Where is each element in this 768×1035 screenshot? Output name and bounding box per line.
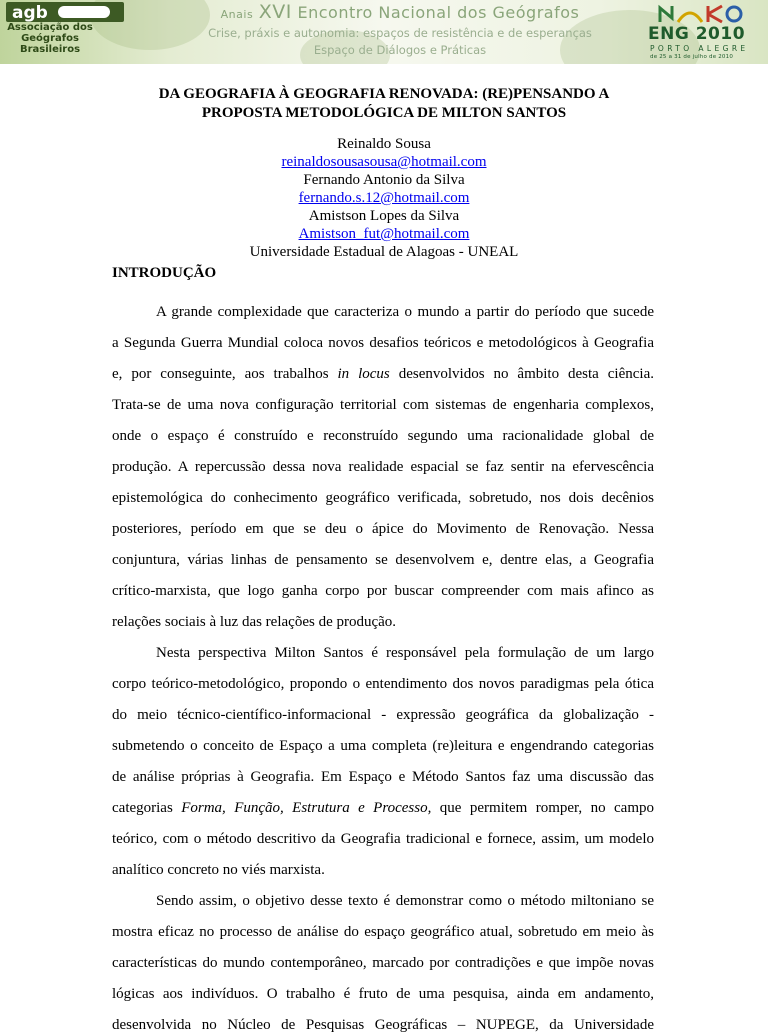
author-name-2: Fernando Antonio da Silva	[303, 172, 465, 188]
body-line: a Segunda Guerra Mundial coloca novos desafios teóricos e metodológicos à Geografia	[112, 335, 654, 351]
agb-logo-mark	[6, 2, 124, 22]
body-line: de análise próprias à Geografia. Em Espaço e Método Santos faz uma discussão das	[112, 769, 654, 785]
body-line: Nesta perspectiva Milton Santos é responsável pela formulação de um largo	[156, 645, 654, 661]
event-title: Anais XVI Encontro Nacional dos Geógrafos	[220, 1, 580, 23]
agb-logo	[0, 0, 102, 64]
section-heading: INTRODUÇÃO	[112, 265, 217, 281]
body-line: analítico concreto no viés marxista.	[112, 862, 325, 878]
body-line: Sendo assim, o objetivo desse texto é demonstrar como o método miltoniano se	[156, 893, 654, 909]
body-line: do meio técnico-científico-informacional - expressão geográfica da globalização -	[112, 707, 654, 723]
agb-logo-text: Associação dos Geógrafos Brasileiros	[7, 22, 93, 55]
eng-logo-mark	[656, 2, 746, 26]
body-line: mostra eficaz no processo de análise do espaço geográfico atual, sobretudo em meio às	[112, 924, 654, 940]
body-line: características do mundo contemporâneo, marcado por contradições e que impõe novas	[112, 955, 654, 971]
paper-title-line-1: DA GEOGRAFIA À GEOGRAFIA RENOVADA: (RE)PENSANDO A	[158, 86, 610, 102]
body-line: epistemológica do conhecimento geográfico verificada, sobretudo, nos dois decênios	[112, 490, 654, 506]
paper-title-line-2: PROPOSTA METODOLÓGICA DE MILTON SANTOS	[201, 105, 567, 121]
header-banner	[0, 0, 768, 64]
svg-text:agb: agb	[12, 3, 48, 22]
event-subtitle-2: Espaço de Diálogos e Práticas	[313, 43, 487, 57]
eng-dates: de 25 a 31 de julho de 2010	[650, 54, 734, 60]
body-line: relações sociais à luz das relações de produção.	[112, 614, 397, 630]
author-email-1[interactable]: reinaldosousasousa@hotmail.com	[281, 154, 487, 170]
author-email-3[interactable]: Amistson_fut@hotmail.com	[298, 226, 470, 242]
body-line: submetendo o conceito de Espaço a uma completa (re)leitura e engendrando categorias	[112, 738, 654, 754]
eng-logo	[642, 2, 764, 62]
event-header	[150, 2, 650, 59]
body-line: corpo teórico-metodológico, propondo o entendimento dos novos paradigmas pela ótica	[112, 676, 654, 692]
body-line: A grande complexidade que caracteriza o mundo a partir do período que sucede	[156, 304, 654, 320]
body-line: lógicas aos indivíduos. O trabalho é fruto de uma pesquisa, ainda em andamento,	[112, 986, 654, 1002]
author-name-1: Reinaldo Sousa	[337, 136, 431, 152]
body-line: Trata-se de uma nova configuração territorial com sistemas de engenharia complexos,	[112, 397, 654, 413]
body-line: posteriores, período em que se deu o ápice do Movimento de Renovação. Nessa	[112, 521, 654, 537]
body-line: produção. A repercussão dessa nova realidade espacial se faz sentir na efervescência	[112, 459, 654, 475]
body-line: desenvolvida no Núcleo de Pesquisas Geográficas – NUPEGE, da Universidade	[112, 1017, 654, 1033]
author-affiliation: Universidade Estadual de Alagoas - UNEAL	[249, 244, 519, 260]
eng-logo-text: ENG 2010	[648, 24, 746, 44]
body-line: teórico, com o método descritivo da Geografia tradicional e fornece, assim, um modelo	[112, 831, 654, 847]
author-email-2[interactable]: fernando.s.12@hotmail.com	[298, 190, 470, 206]
body-line: crítico-marxista, que logo ganha corpo por buscar compreender com mais afinco as	[112, 583, 654, 599]
author-name-3: Amistson Lopes da Silva	[308, 208, 460, 224]
body-line: onde o espaço é construído e reconstruído segundo uma racionalidade global de	[112, 428, 654, 444]
body-line: categorias Forma, Função, Estrutura e Processo, que permitem romper, no campo	[112, 800, 654, 816]
body-line: e, por conseguinte, aos trabalhos in locus desenvolvidos no âmbito desta ciência.	[112, 366, 654, 382]
event-subtitle: Crise, práxis e autonomia: espaços de resistência e de esperanças	[208, 26, 592, 40]
body-line: conjuntura, várias linhas de pensamento se desenvolvem e, dentre elas, a Geografia	[112, 552, 654, 568]
eng-city: PORTO ALEGRE	[650, 44, 749, 53]
